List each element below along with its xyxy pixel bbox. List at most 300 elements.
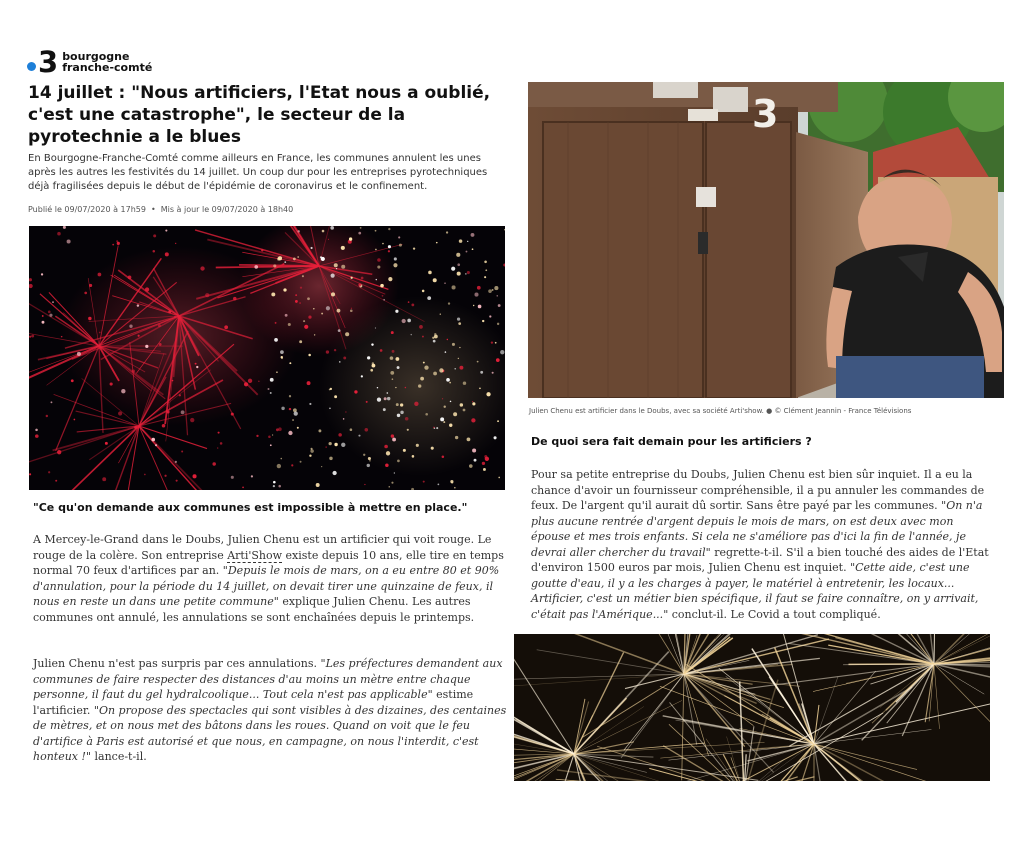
firework-spark: [463, 381, 466, 384]
firework-spark: [396, 403, 399, 406]
firework-spark: [433, 372, 437, 376]
firework-spark: [350, 309, 353, 312]
firework-spark: [433, 427, 435, 429]
firework-spark: [423, 481, 425, 483]
firework-spark: [408, 301, 410, 303]
firework-spark: [289, 362, 291, 364]
firework-spark: [382, 243, 384, 245]
firework-spark: [407, 319, 411, 323]
firework-spark: [329, 457, 332, 460]
firework-spark: [349, 237, 352, 240]
firework-spark: [377, 265, 380, 268]
firework-spark: [446, 378, 450, 382]
firework-spark: [205, 293, 209, 297]
firework-spark: [422, 290, 425, 293]
firework-spark: [176, 480, 178, 482]
firework-spark: [485, 457, 489, 461]
door-number: 3: [752, 92, 779, 136]
firework-spark: [459, 366, 463, 370]
firework-spark: [270, 444, 272, 446]
firework-spark: [322, 230, 325, 233]
firework-spark: [277, 464, 281, 468]
firework-spark: [329, 408, 331, 410]
firework-spark: [411, 303, 414, 306]
logo-dot: [27, 62, 36, 71]
firework-spark: [274, 338, 278, 342]
firework-spark: [132, 369, 135, 372]
paragraph-1: [33, 532, 509, 625]
firework-spark: [436, 427, 438, 429]
firework-spark: [397, 366, 400, 369]
firework-spark: [84, 292, 87, 295]
firework-spark: [457, 263, 460, 266]
firework-spark: [280, 458, 282, 460]
firework-spark: [451, 482, 453, 484]
firework-spark: [471, 418, 475, 422]
fireworks-gold-photo: [514, 634, 990, 781]
firework-spark: [351, 308, 352, 309]
firework-spark: [488, 289, 492, 293]
firework-spark: [278, 427, 282, 431]
firework-spark: [372, 364, 376, 368]
firework-spark: [273, 481, 276, 484]
firework-spark: [271, 292, 275, 296]
firework-spark: [220, 442, 223, 445]
firework-spark: [459, 239, 463, 243]
firework-spark: [233, 297, 236, 300]
firework-spark: [196, 366, 198, 368]
firework-spark: [364, 484, 365, 485]
firework-spark: [367, 356, 370, 359]
firework-spark: [117, 242, 120, 245]
firework-spark: [164, 475, 166, 477]
firework-spark: [112, 244, 114, 246]
firework-spark: [300, 461, 302, 463]
firework-spark: [458, 358, 459, 359]
firework-spark: [397, 460, 400, 463]
firework-spark: [331, 292, 335, 296]
firework-spark: [433, 278, 437, 282]
firework-spark: [49, 314, 52, 317]
firework-spark: [482, 462, 485, 465]
firework-spark: [311, 247, 313, 249]
portrait-illustration: [528, 82, 1004, 398]
firework-spark: [57, 232, 61, 236]
firework-spark: [336, 268, 337, 269]
firework-spark: [144, 474, 146, 476]
firework-spark: [244, 382, 248, 386]
firework-spark: [442, 456, 445, 459]
firework-spark: [370, 369, 373, 372]
firework-spark: [400, 411, 403, 414]
firework-spark: [276, 371, 278, 373]
firework-spark: [387, 397, 390, 400]
logo-region: [62, 51, 152, 73]
firework-spark: [386, 451, 390, 455]
p1-text-c: " explique Julien Chenu. Les autres communes ont annulé, les annulations se sont enchaînées depuis le printemps.: [33, 595, 475, 624]
firework-spark: [449, 382, 451, 384]
firework-spark: [35, 434, 39, 438]
article-dates: [28, 205, 293, 215]
firework-spark: [217, 447, 219, 449]
firework-spark: [500, 350, 504, 354]
firework-spark: [293, 258, 296, 261]
firework-spark: [498, 477, 500, 479]
firework-spark: [334, 349, 336, 351]
firework-spark: [313, 308, 314, 309]
firework-spark: [134, 426, 137, 429]
firework-spark: [365, 428, 369, 432]
firework-spark: [396, 357, 400, 361]
firework-spark: [390, 356, 394, 360]
firework-spark: [341, 443, 345, 447]
firework-spark: [330, 388, 332, 390]
firework-spark: [193, 474, 197, 478]
firework-spark: [424, 365, 428, 369]
firework-spark: [447, 339, 448, 340]
firework-spark: [231, 413, 234, 416]
firework-spark: [145, 345, 148, 348]
firework-spark: [129, 325, 132, 328]
firework-spark: [48, 310, 51, 313]
firework-spark: [472, 448, 476, 452]
firework-spark: [121, 389, 125, 393]
firework-spark: [412, 455, 415, 458]
france3-logo[interactable]: [27, 47, 152, 77]
firework-spark: [437, 483, 439, 485]
firework-spark: [375, 327, 376, 328]
firework-spark: [399, 244, 402, 247]
firework-spark: [48, 471, 50, 473]
firework-spark: [258, 380, 260, 382]
firework-spark: [98, 273, 102, 277]
firework-spark: [420, 377, 424, 381]
firework-spark: [337, 309, 341, 313]
date-separator: •: [150, 205, 156, 214]
firework-spark: [395, 387, 396, 388]
firework-spark: [473, 305, 474, 306]
firework-spark: [276, 428, 279, 431]
firework-spark: [29, 473, 31, 475]
firework-spark: [391, 331, 394, 334]
firework-spark: [159, 343, 162, 346]
firework-spark: [321, 313, 323, 315]
firework-spark: [395, 310, 398, 313]
fireworks-gold-illustration: [514, 634, 990, 781]
section-subtitle: De quoi sera fait demain pour les artificiers ?: [531, 435, 812, 448]
firework-spark: [321, 466, 322, 467]
firework-spark: [358, 232, 361, 235]
firework-spark: [485, 269, 487, 271]
firework-spark: [444, 406, 446, 408]
firework-spark: [467, 437, 471, 441]
p3-text-a: Pour sa petite entreprise du Doubs, Julien Chenu est bien sûr inquiet. Il a eu la chance d'avoir un fournisseur compréhensible, il a pu annuler les commandes de feux. De l'argent qu'il aurait dû sortir. Sans être payé par les communes. ": [531, 468, 985, 512]
firework-spark: [452, 343, 455, 346]
firework-spark: [273, 264, 276, 267]
firework-spark: [391, 482, 393, 484]
firework-spark: [482, 320, 484, 322]
firework-spark: [388, 245, 391, 248]
firework-spark: [277, 257, 280, 260]
firework-spark: [354, 390, 357, 393]
firework-spark: [218, 432, 220, 434]
firework-spark: [175, 461, 177, 463]
firework-spark: [376, 279, 377, 280]
firework-spark: [338, 329, 341, 332]
updated-date: Mis à jour le 09/07/2020 à 18h40: [160, 205, 294, 214]
firework-spark: [299, 302, 301, 304]
firework-spark: [181, 410, 185, 414]
firework-spark: [278, 485, 281, 488]
firework-spark: [398, 236, 400, 238]
quote-heading: "Ce qu'on demande aux communes est impossible à mettre en place.": [33, 501, 468, 514]
firework-spark: [449, 424, 452, 427]
firework-spark: [281, 407, 284, 410]
firework-spark: [181, 451, 183, 453]
firework-spark: [153, 250, 156, 253]
firework-spark: [451, 267, 455, 271]
firework-spark: [307, 381, 311, 385]
firework-spark: [457, 272, 461, 276]
firework-spark: [394, 472, 395, 473]
firework-spark: [496, 358, 500, 362]
firework-spark: [283, 288, 286, 291]
firework-spark: [366, 401, 368, 403]
firework-spark: [431, 447, 434, 450]
firework-spark: [89, 284, 92, 287]
firework-spark: [477, 286, 481, 290]
firework-spark: [326, 306, 330, 310]
firework-spark: [363, 454, 365, 456]
firework-spark: [382, 295, 384, 297]
firework-spark: [377, 258, 381, 262]
firework-spark: [51, 401, 53, 403]
firework-spark: [492, 289, 494, 291]
firework-spark: [484, 260, 487, 263]
firework-spark: [167, 411, 170, 414]
firework-spark: [497, 323, 499, 325]
firework-spark: [445, 351, 447, 353]
p3-text-b: " regrette-t-il. S'il a bien touché des aides de l'Etat d'environ 1500 euros par mois, Julien Chenu est inquiet. ": [531, 545, 989, 574]
firework-spark: [443, 421, 445, 423]
firework-spark: [339, 361, 341, 363]
firework-spark: [419, 325, 423, 329]
firework-spark: [231, 476, 234, 479]
firework-spark: [367, 464, 370, 467]
firework-spark: [375, 249, 377, 251]
firework-spark: [273, 485, 275, 487]
firework-spark: [463, 409, 466, 412]
firework-spark: [498, 304, 501, 307]
firework-spark: [345, 332, 349, 336]
firework-spark: [52, 301, 54, 303]
firework-spark: [495, 342, 497, 344]
firework-spark: [328, 239, 329, 240]
firework-spark: [405, 417, 409, 421]
firework-spark: [369, 460, 370, 461]
firework-spark: [483, 468, 486, 471]
artishow-link[interactable]: Arti'Show: [227, 548, 283, 562]
firework-spark: [165, 229, 167, 231]
firework-spark: [179, 394, 181, 396]
firework-spark: [291, 464, 293, 466]
firework-spark: [151, 438, 155, 442]
firework-spark: [285, 314, 288, 317]
firework-spark: [71, 379, 74, 382]
article-chapo: En Bourgogne-Franche-Comté comme ailleurs en France, les communes annulent les unes après les autres les festivités du 14 juillet. Un coup dur pour les entreprises pyrotechniques déjà fragilisées depuis le début de l'épidémie de coronavirus et le confinement.: [28, 153, 488, 192]
firework-spark: [465, 273, 467, 275]
firework-spark: [190, 418, 194, 422]
firework-spark: [440, 417, 444, 421]
firework-spark: [418, 384, 421, 387]
p2-quote-2: On propose des spectacles qui sont visibles à des dizaines, des centaines de mètres, et on nous met des bâtons dans les roues. Quand on voit que le feu d'artifice à Paris est autorisé et que nous, en campagne, on nous l'interdit, c'est honteux !: [33, 703, 507, 763]
firework-spark: [42, 321, 45, 324]
firework-spark: [472, 402, 475, 405]
firework-spark: [454, 368, 456, 370]
firework-spark: [392, 350, 395, 353]
firework-spark: [110, 382, 113, 385]
firework-spark: [454, 487, 456, 489]
firework-spark: [118, 411, 122, 415]
firework-spark: [360, 227, 362, 229]
p2-text-a: Julien Chenu n'est pas surpris par ces annulations. ": [33, 657, 326, 670]
firework-spark: [280, 350, 284, 354]
firework-spark: [31, 335, 34, 338]
firework-spark: [497, 295, 498, 296]
artificier-portrait-photo: [528, 82, 1004, 398]
firework-spark: [467, 271, 470, 274]
p1-quote: Depuis le mois de mars, on a eu entre 80 et 90% d'annulation, pour la période du 14 juillet, on devait tirer une quinzaine de feux, il nous en reste un dans une petite commune: [33, 564, 500, 608]
firework-spark: [74, 419, 76, 421]
fireworks-red-illustration: [29, 226, 505, 490]
firework-spark: [267, 388, 269, 390]
logo-region-line2: franche-comté: [62, 61, 153, 74]
p2-quote-1: Les préfectures demandent aux communes de faire respecter des distances d'au moins un mètre entre chaque personne, il faut du gel hydralcoolique... Tout cela n'est pas applicable: [33, 657, 503, 701]
firework-spark: [361, 375, 363, 377]
firework-spark: [433, 340, 436, 343]
firework-spark: [380, 349, 383, 352]
firework-spark: [403, 449, 406, 452]
paragraph-3: [531, 467, 993, 622]
firework-spark: [474, 293, 478, 297]
firework-spark: [155, 444, 157, 446]
firework-spark: [383, 299, 384, 300]
firework-spark: [492, 372, 494, 374]
firework-spark: [472, 401, 473, 402]
firework-spark: [345, 411, 346, 412]
firework-spark: [425, 413, 428, 416]
firework-spark: [261, 249, 263, 251]
firework-spark: [168, 310, 171, 313]
firework-spark: [489, 315, 491, 317]
firework-spark: [88, 317, 91, 320]
firework-spark: [195, 363, 197, 365]
firework-spark: [272, 434, 273, 435]
article-headline: 14 juillet : "Nous artificiers, l'Etat nous a oublié, c'est une catastrophe", le secteur de la pyrotechnie a le blues: [28, 83, 491, 147]
firework-spark: [162, 424, 166, 428]
firework-spark: [303, 320, 305, 322]
firework-spark: [316, 483, 320, 487]
firework-spark: [158, 324, 161, 327]
firework-spark: [392, 438, 396, 442]
firework-spark: [256, 435, 258, 437]
firework-spark: [302, 275, 304, 277]
firework-spark: [385, 464, 389, 468]
firework-spark: [309, 403, 311, 405]
firework-spark: [295, 300, 298, 303]
firework-spark: [308, 354, 311, 357]
firework-spark: [375, 230, 377, 232]
firework-spark: [310, 449, 313, 452]
firework-spark: [384, 397, 387, 400]
firework-spark: [343, 418, 345, 420]
firework-spark: [460, 403, 463, 406]
firework-spark: [497, 420, 499, 422]
firework-spark: [484, 276, 486, 278]
firework-spark: [390, 371, 394, 375]
firework-spark: [138, 335, 140, 337]
firework-spark: [459, 347, 460, 348]
firework-spark: [288, 431, 292, 435]
firework-spark: [400, 403, 403, 406]
firework-spark: [300, 287, 302, 289]
firework-spark: [402, 319, 406, 323]
firework-spark: [477, 361, 479, 363]
firework-spark: [368, 457, 371, 460]
firework-spark: [57, 450, 61, 454]
firework-spark: [55, 480, 57, 482]
firework-spark: [471, 233, 475, 237]
firework-spark: [394, 257, 397, 260]
firework-spark: [334, 443, 337, 446]
published-date: Publié le 09/07/2020 à 17h59: [28, 205, 146, 214]
firework-spark: [413, 247, 415, 249]
firework-spark: [289, 395, 291, 397]
firework-spark: [391, 434, 394, 437]
firework-spark: [275, 322, 277, 324]
firework-spark: [242, 487, 244, 489]
firework-spark: [42, 315, 44, 317]
firework-spark: [292, 419, 294, 421]
firework-spark: [77, 352, 81, 356]
firework-spark: [329, 442, 332, 445]
firework-spark: [458, 322, 461, 325]
firework-spark: [251, 475, 253, 477]
firework-spark: [479, 387, 481, 389]
firework-spark: [397, 414, 400, 417]
firework-spark: [472, 248, 474, 250]
firework-spark: [145, 287, 149, 291]
firework-spark: [467, 241, 468, 242]
firework-spark: [351, 277, 353, 279]
firework-streak: [239, 265, 319, 266]
firework-spark: [330, 226, 334, 230]
firework-spark: [384, 445, 388, 449]
firework-spark: [288, 323, 291, 326]
firework-spark: [423, 362, 425, 364]
firework-spark: [383, 408, 386, 411]
firework-spark: [284, 261, 286, 263]
firework-spark: [295, 294, 297, 296]
firework-spark: [341, 265, 345, 269]
firework-spark: [440, 313, 441, 314]
firework-spark: [427, 296, 431, 300]
firework-spark: [29, 336, 31, 338]
p3-quote-2: Cette aide, c'est une goutte d'eau, il y a les charges à payer, le matériel à entretenir, les locaux... Artificier, c'est un métier bien spécifique, il faut se faire connaître, on y arrivait, c'était pas l'Amérique...: [531, 561, 979, 621]
firework-spark: [334, 395, 337, 398]
logo-region-line1: bourgogne: [62, 50, 130, 63]
p1-text-b: existe depuis 10 ans, elle tire en temps normal 70 feux d'artifices par an. ": [33, 548, 504, 577]
